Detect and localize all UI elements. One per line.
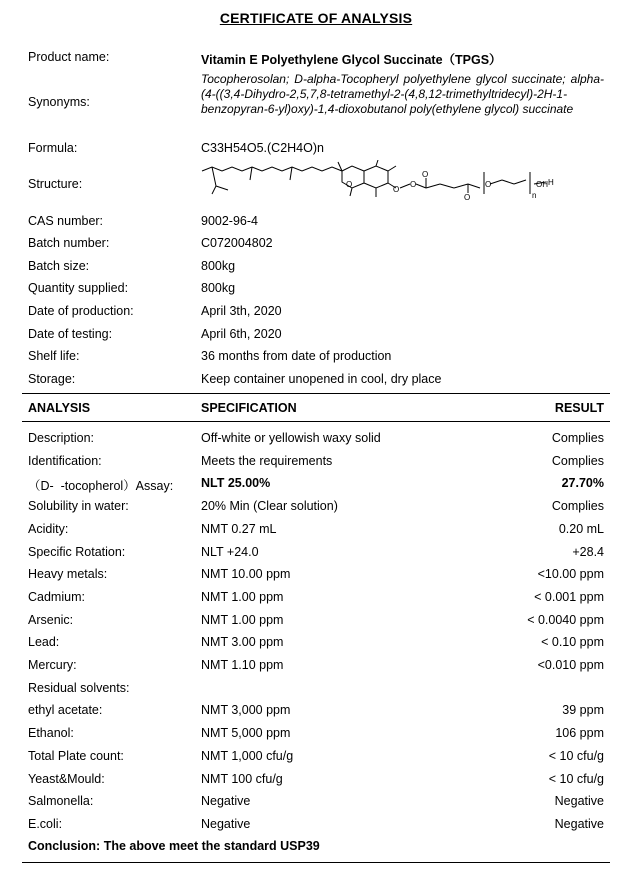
divider-bottom (22, 862, 610, 863)
test-name: Heavy metals: (28, 567, 108, 582)
test-row (0, 703, 632, 725)
test-row (0, 749, 632, 771)
synonyms-value: Tocopherosolan; D-alpha-Tocopheryl polyethylene glycol succinate; alpha-(4-((3,4-Dihydro-2,5,7,8-tetramethyl-2-(4,8,12-trimethyltridecyl)-2H-1-benzopyran-6-yl)oxy)-1,4-dioxobutanol poly(ethylene glycol) succinate (201, 72, 604, 116)
quantity-value: 800kg (201, 281, 236, 295)
test-result: < 0.001 ppm (534, 589, 604, 604)
batch-size-row (0, 259, 632, 281)
test-result: 27.70% (561, 476, 604, 491)
test-result: 39 ppm (562, 703, 604, 718)
test-row (0, 794, 632, 816)
date-testing-value: April 6th, 2020 (201, 327, 282, 341)
test-name: Acidity: (28, 521, 69, 536)
structure-label: Structure: (28, 177, 83, 191)
test-row (0, 522, 632, 544)
test-spec: NMT 100 cfu/g (201, 771, 283, 786)
structure-diagram (200, 160, 600, 210)
structure-oxygen: O (464, 193, 471, 202)
test-result: Negative (554, 794, 604, 809)
test-spec: NMT 5,000 ppm (201, 726, 291, 741)
test-name: Description: (28, 431, 94, 445)
storage-row (0, 372, 632, 394)
batch-number-row (0, 236, 632, 258)
test-result: Complies (551, 499, 604, 514)
date-production-value: April 3th, 2020 (201, 304, 282, 318)
test-row (0, 613, 632, 635)
date-production-row (0, 304, 632, 326)
test-spec: NLT +24.0 (201, 544, 259, 559)
test-row (0, 590, 632, 612)
test-result: < 10 cfu/g (548, 748, 604, 763)
test-spec: NMT 10.00 ppm (201, 567, 291, 582)
test-spec: Off-white or yellowish waxy solid (201, 431, 381, 445)
test-spec: NMT 1.00 ppm (201, 589, 284, 604)
test-spec: NMT 1.00 ppm (201, 612, 284, 627)
test-result: < 0.0040 ppm (527, 612, 604, 627)
test-name: （D- -tocopherol）Assay: (28, 479, 174, 494)
test-spec: NLT 25.00% (201, 476, 271, 491)
formula-label: Formula: (28, 141, 78, 155)
batch-size-label: Batch size: (28, 259, 90, 273)
test-result: Complies (551, 431, 604, 445)
result-header: RESULT (554, 401, 604, 415)
divider-header (22, 421, 610, 422)
batch-size-value: 800kg (201, 259, 236, 273)
test-result: Complies (551, 453, 604, 468)
test-name: Mercury: (28, 658, 77, 672)
structure-oh-label: OH (536, 180, 548, 189)
storage-value: Keep container unopened in cool, dry place (201, 372, 442, 386)
conclusion-text: Conclusion: The above meet the standard USP39 (28, 839, 320, 853)
test-spec: NMT 3.00 ppm (201, 635, 284, 650)
structure-oxygen: O (422, 170, 429, 179)
cas-label: CAS number: (28, 214, 104, 228)
test-row (0, 499, 632, 521)
quantity-label: Quantity supplied: (28, 281, 129, 295)
test-spec: NMT 1,000 cfu/g (201, 748, 294, 763)
product-name-value: Vitamin E Polyethylene Glycol Succinate（TPGS） (201, 53, 502, 67)
structure-oxygen: O (410, 180, 417, 189)
test-result: <0.010 ppm (537, 658, 604, 672)
structure-oxygen: O (393, 185, 400, 194)
date-testing-row (0, 327, 632, 349)
test-spec: 20% Min (Clear solution) (201, 499, 338, 514)
test-spec: Meets the requirements (201, 453, 333, 468)
test-name: Lead: (28, 635, 60, 650)
test-spec: Negative (201, 816, 251, 831)
test-spec: NMT 1.10 ppm (201, 658, 284, 672)
test-result: Negative (554, 816, 604, 831)
synonyms-label: Synonyms: (28, 95, 90, 109)
shelf-life-label: Shelf life: (28, 349, 80, 363)
batch-number-value: C072004802 (201, 236, 273, 250)
cas-value: 9002-96-4 (201, 214, 258, 228)
divider-top (22, 393, 610, 394)
test-result: < 10 cfu/g (548, 771, 604, 786)
test-name: Salmonella: (28, 794, 94, 809)
test-row (0, 476, 632, 498)
test-name: Arsenic: (28, 612, 74, 627)
conclusion-row (0, 839, 632, 861)
test-result: < 0.10 ppm (541, 635, 604, 650)
test-row (0, 635, 632, 657)
analysis-header-row (0, 401, 632, 423)
test-row (0, 772, 632, 794)
quantity-row (0, 281, 632, 303)
test-name: Yeast&Mould: (28, 771, 105, 786)
test-spec: NMT 0.27 mL (201, 521, 277, 536)
test-row (0, 817, 632, 839)
test-row (0, 681, 632, 703)
formula-value: C33H54O5.(C2H4O)n (201, 141, 324, 155)
analysis-header: ANALYSIS (28, 401, 91, 415)
batch-number-label: Batch number: (28, 236, 110, 250)
cas-row (0, 214, 632, 236)
structure-oxygen: O (346, 180, 353, 189)
storage-label: Storage: (28, 372, 76, 386)
test-row (0, 658, 632, 680)
shelf-life-value: 36 months from date of production (201, 349, 392, 363)
date-production-label: Date of production: (28, 304, 134, 318)
test-name: Specific Rotation: (28, 544, 126, 559)
test-spec: Negative (201, 794, 251, 809)
test-result: <10.00 ppm (537, 567, 604, 582)
structure-h-label: H (548, 178, 554, 187)
product-name-row (0, 50, 632, 72)
test-name: Cadmium: (28, 589, 85, 604)
test-result: +28.4 (572, 544, 604, 559)
test-name: Total Plate count: (28, 748, 124, 763)
test-result: 106 ppm (555, 726, 604, 741)
document-title: CERTIFICATE OF ANALYSIS (219, 10, 413, 26)
test-row (0, 454, 632, 476)
test-row (0, 545, 632, 567)
test-name: Ethanol: (28, 726, 74, 741)
test-name: Identification: (28, 453, 102, 468)
test-row (0, 567, 632, 589)
test-name: Solubility in water: (28, 499, 129, 514)
test-row (0, 726, 632, 748)
test-spec: NMT 3,000 ppm (201, 703, 291, 718)
shelf-life-row (0, 349, 632, 371)
test-name: Residual solvents: (28, 680, 130, 695)
structure-n-label: n (532, 191, 537, 200)
specification-header: SPECIFICATION (201, 401, 297, 415)
test-name: ethyl acetate: (28, 703, 103, 718)
date-testing-label: Date of testing: (28, 327, 113, 341)
test-result: 0.20 mL (558, 521, 604, 536)
test-name: E.coli: (28, 816, 63, 831)
product-name-label: Product name: (28, 50, 110, 64)
structure-oxygen: O (485, 180, 492, 189)
test-row (0, 431, 632, 453)
